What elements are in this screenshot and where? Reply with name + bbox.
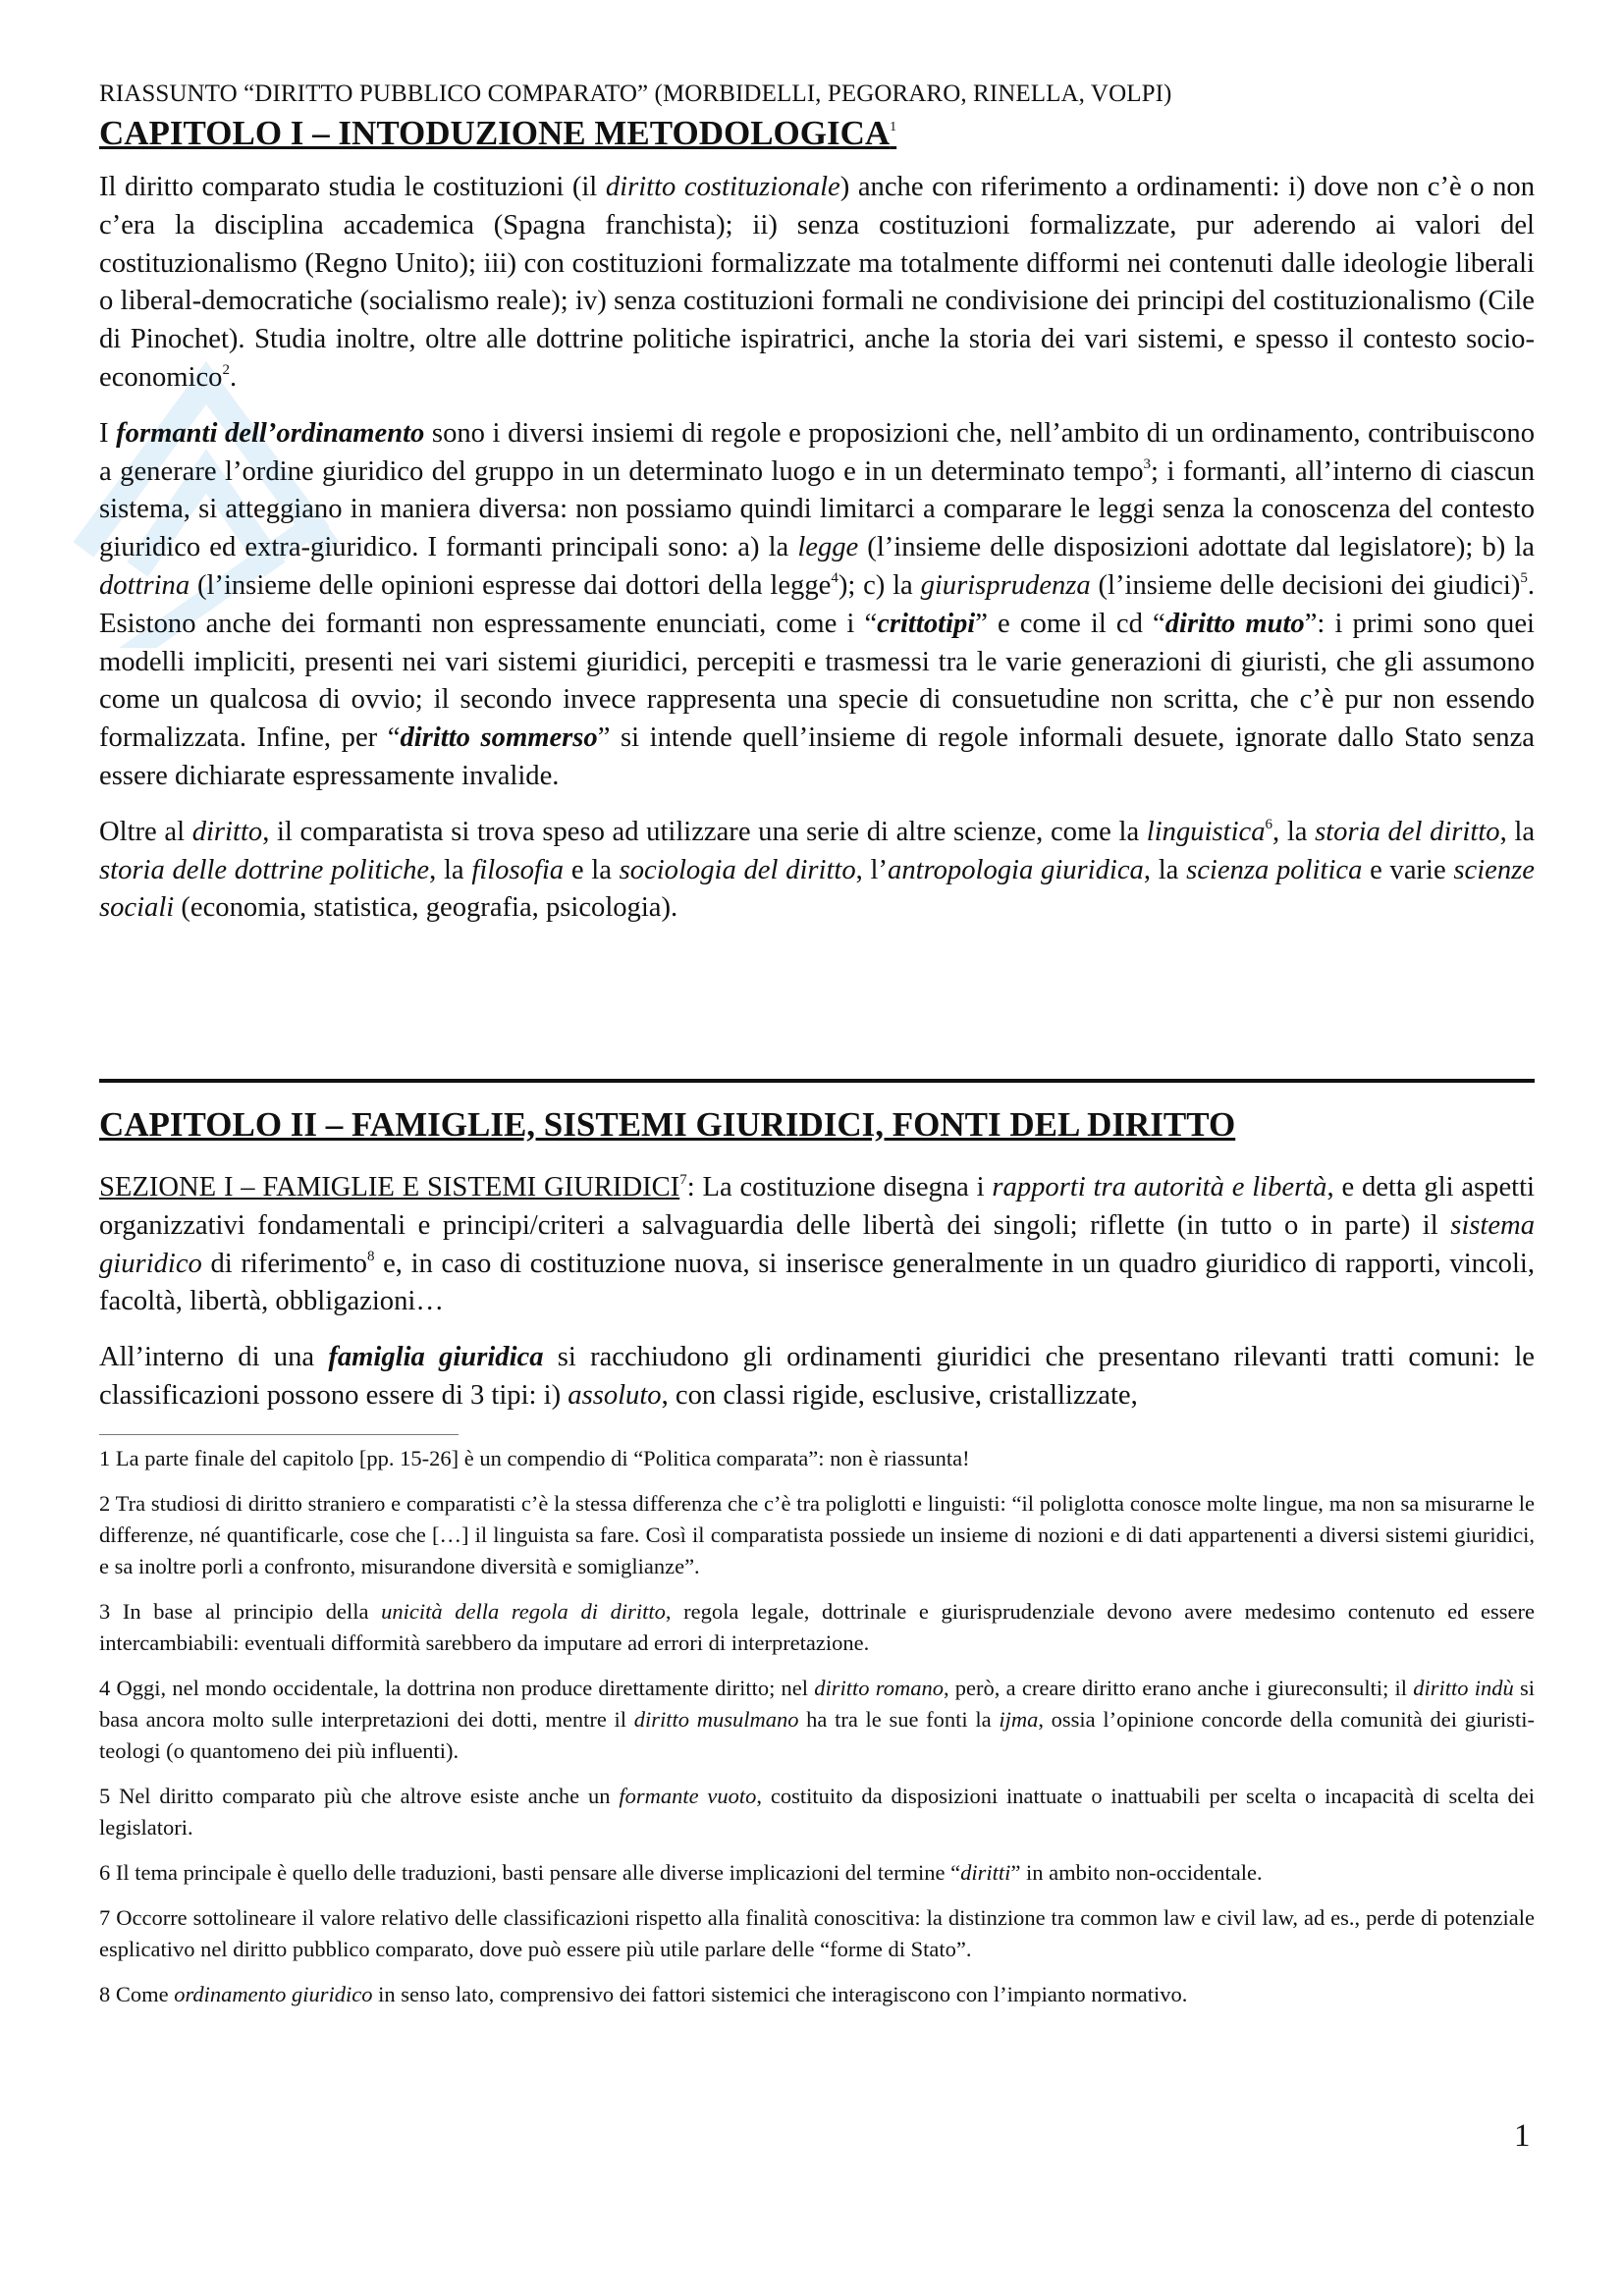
- footnote-ref-7[interactable]: 7: [679, 1172, 687, 1188]
- footnote-6: 6 Il tema principale è quello delle traduzioni, basti pensare alle diverse implicazioni del termine “diritti” in ambito non-occidentale.: [99, 1860, 1263, 1885]
- paragraph-intro: Il diritto comparato studia le costituzioni (il diritto costituzionale) anche con riferimento a ordinamenti: i) dove non c’è o non c’era la disciplina accademica (Spagna franchista); ii) senza costituzioni formalizzate, pur aderendo ai valori del costituzionalismo (Regno Unito); iii) con costituzioni formalizzate ma totalmente difformi nei contenuti dalle ideologie liberali o liberal-democratiche (socialismo reale); iv) senza costituzioni formali ne condivisione dei principi del costituzionalismo (Cile di Pinochet). Studia inoltre, oltre alle dottrine politiche ispiratrici, anche la storia dei vari sistemi, e spesso il contesto socio-economico$^2$.: [99, 172, 1535, 393]
- section-divider: [99, 1079, 1535, 1083]
- footnotes: [99, 1443, 1535, 2024]
- paragraph-formanti: I formanti dell’ordinamento sono i diversi insiemi di regole e proposizioni che, nell’ambito di un ordinamento, contribuiscono a generare l’ordine giuridico del gruppo in un determinato luogo e in un determinato tempo$^3$; i formanti, all’interno di ciascun sistema, si atteggiano in maniera diversa: non possiamo quindi limitarci a comparare le leggi senza la conoscenza del contesto giuridico ed extra-giuridico. I formanti principali sono: a) la legge (l’insieme delle disposizioni adottate dal legislatore); b) la dottrina (l’insieme delle opinioni espresse dai dottori della legge$^4$); c) la giurisprudenza (l’insieme delle decisioni dei giudici)$^5$. Esistono anche dei formanti non espressamente enunciati, come i “crittotipi” e come il cd “diritto muto”: i primi sono quei modelli impliciti, presenti nei vari sistemi giuridici, percepiti e trasmessi tra le varie generazioni di giuristi, che gli assumono come un qualcosa di ovvio; il secondo invece rappresenta una specie di consuetudine non scritta, che c’è pur non essendo formalizzata. Infine, per “diritto sommerso” si intende quell’insieme di regole informali desuete, ignorate dallo Stato senza essere dichiarate espressamente invalide.: [99, 417, 1536, 791]
- footnote-ref-1[interactable]: 1: [890, 120, 897, 134]
- paragraph-scienze: Oltre al diritto, il comparatista si trova speso ad utilizzare una serie di altre scienze, come la linguistica$^6$, la storia del diritto, la storia delle dottrine politiche, la filosofia e la sociologia del diritto, l’antropologia giuridica, la scienza politica e varie scienze sociali (economia, statistica, geografia, psicologia).: [99, 816, 1536, 924]
- footnote-7: 7 Occorre sottolineare il valore relativo delle classificazioni rispetto alla finalità conoscitiva: la distinzione tra common law e civil law, ad es., perde di potenziale esplicativo nel diritto pubblico comparato, dove può essere più utile parlare delle “forme di Stato”.: [99, 1905, 1535, 1961]
- footnote-1: 1 La parte finale del capitolo [pp. 15-26] è un compendio di “Politica comparata”: non è riassunta!: [99, 1446, 970, 1470]
- running-header: RIASSUNTO “DIRITTO PUBBLICO COMPARATO” (MORBIDELLI, PEGORARO, RINELLA, VOLPI): [99, 80, 1172, 107]
- page-number: 1: [1514, 2118, 1531, 2154]
- footnote-ref-5[interactable]: 5: [1520, 569, 1528, 586]
- footnote-ref-6[interactable]: 6: [1265, 816, 1273, 832]
- footnote-ref-8[interactable]: 8: [366, 1248, 375, 1264]
- footnote-separator: [99, 1434, 459, 1435]
- chapter-2-body: [99, 1169, 1535, 1415]
- footnote-8: 8 Come ordinamento giuridico in senso lato, comprensivo dei fattori sistemici che interagiscono con l’impianto normativo.: [99, 1982, 1188, 2006]
- chapter-2-title: CAPITOLO II – FAMIGLIE, SISTEMI GIURIDICI, FONTI DEL DIRITTO: [99, 1105, 1236, 1144]
- chapter-1: [99, 106, 1535, 155]
- footnote-2: 2 Tra studiosi di diritto straniero e comparatisti c’è la stessa differenza che c’è tra poliglotti e linguisti: “il poliglotta conosce molte lingue, ma non sa misurarne le differenze, né quantificarle, cose che […] il linguista sa fare. Così il comparatista possiede un insieme di nozioni e di dati appartenenti a diversi sistemi giuridici, e sa inoltre porli a confronto, misurandone diversità e somiglianze”.: [99, 1491, 1535, 1578]
- footnote-ref-2[interactable]: 2: [222, 361, 230, 378]
- footnote-ref-4[interactable]: 4: [831, 569, 839, 586]
- chapter-1-title: CAPITOLO I – INTODUZIONE METODOLOGICA$^1$: [99, 114, 897, 152]
- paragraph-sezione-1: SEZIONE I – FAMIGLIE E SISTEMI GIURIDICI$^7$: La costituzione disegna i rapporti tra autorità e libertà, e detta gli aspetti organizzativi fondamentali e principi/criteri a salvaguardia delle libertà dei singoli; riflette (in tutto o in parte) il sistema giuridico di riferimento$^8$ e, in caso di costituzione nuova, si inserisce generalmente in un quadro giuridico di rapporti, vincoli, facoltà, libertà, obbligazioni…: [99, 1172, 1536, 1317]
- chapter-1-body: [99, 169, 1535, 928]
- section-heading: SEZIONE I – FAMIGLIE E SISTEMI GIURIDICI: [99, 1172, 680, 1202]
- paragraph-famiglia: All’interno di una famiglia giuridica si racchiudono gli ordinamenti giuridici che presentano rilevanti tratti comuni: le classificazioni possono essere di 3 tipi: i) assoluto, con classi rigide, esclusive, cristallizzate,: [99, 1342, 1535, 1411]
- footnote-ref-3[interactable]: 3: [1143, 455, 1152, 472]
- footnote-4: 4 Oggi, nel mondo occidentale, la dottrina non produce direttamente diritto; nel diritto romano, però, a creare diritto erano anche i giureconsulti; il diritto indù si basa ancora molto sulle interpretazioni dei dotti, mentre il diritto musulmano ha tra le sue fonti la ijma, ossia l’opinione concorde della comunità dei giuristi-teologi (o quantomeno dei più influenti).: [99, 1676, 1536, 1763]
- footnote-3: 3 In base al principio della unicità della regola di diritto, regola legale, dottrinale e giurisprudenziale devono avere medesimo contenuto ed essere intercambiabili: eventuali difformità sarebbero da imputare ad errori di interpretazione.: [99, 1599, 1535, 1655]
- chapter-2: [99, 1103, 1535, 1147]
- footnote-5: 5 Nel diritto comparato più che altrove esiste anche un formante vuoto, costituito da disposizioni inattuate o inattuabili per scelta o incapacità di scelta dei legislatori.: [99, 1784, 1535, 1840]
